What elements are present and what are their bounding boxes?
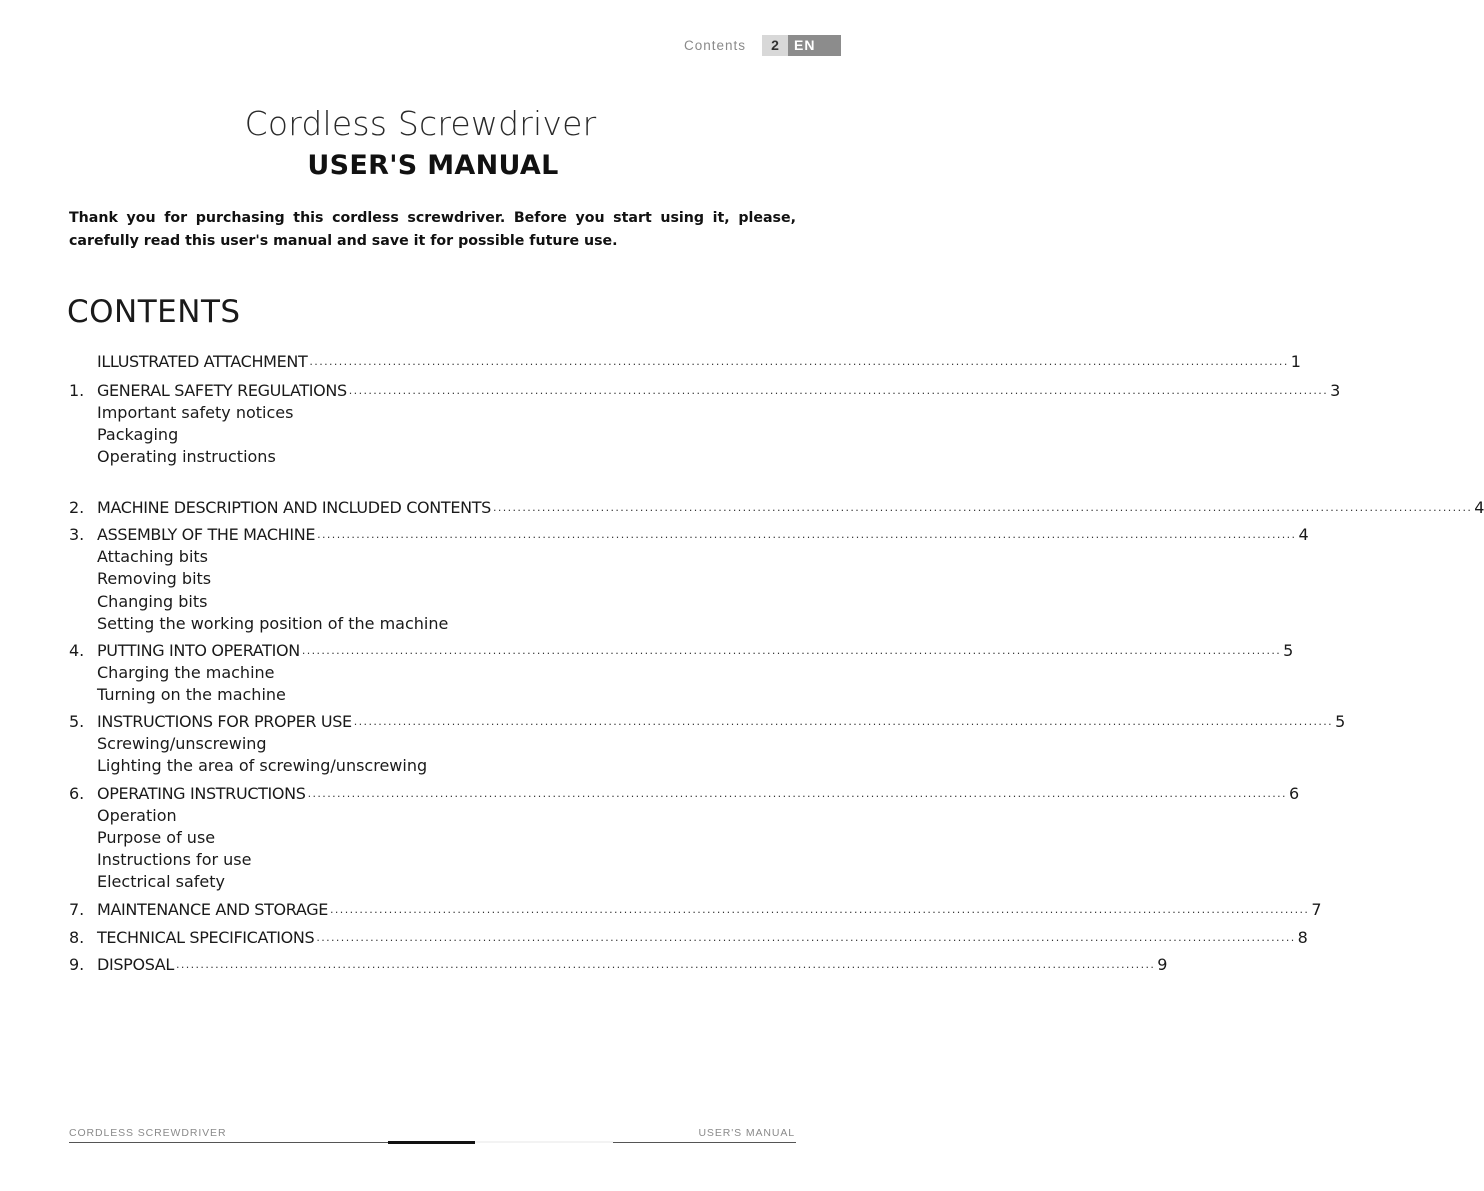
header-language-badge: EN [788, 35, 841, 56]
toc-subentry: Operating instructions [97, 447, 276, 466]
footer-accent-bar [388, 1141, 475, 1144]
toc-entry [69, 640, 1294, 662]
toc-entry-number: 5. [69, 712, 85, 731]
intro-paragraph: Thank you for purchasing this cordless screwdriver. Before you start using it, please, carefully read this user's manual and save it for possible future use. [69, 210, 796, 249]
toc-entry-page: 4 [1298, 525, 1309, 544]
toc-entry-label: TECHNICAL SPECIFICATIONS [97, 928, 315, 947]
toc-subentry: Changing bits [97, 592, 208, 611]
document-title: Cordless Screwdriver [244, 104, 597, 143]
toc-entry-page: 3 [1330, 381, 1341, 400]
toc-entry-number: 9. [69, 955, 85, 974]
toc-entry-page: 9 [1157, 955, 1168, 974]
toc-entry-page: 5 [1335, 712, 1346, 731]
toc-entry-number: 7. [69, 900, 85, 919]
contents-heading: CONTENTS [67, 294, 241, 330]
toc-entry-label: DISPOSAL [97, 955, 174, 974]
toc-leader-dots: ........................................................................................................................................................................................................ [175, 958, 1156, 971]
toc-subentry: Packaging [97, 425, 179, 444]
toc-entry-page: 7 [1311, 900, 1322, 919]
toc-entry-label: PUTTING INTO OPERATION [97, 641, 300, 660]
toc-entry-number: 8. [69, 928, 85, 947]
toc-subentry: Screwing/unscrewing [97, 734, 267, 753]
toc-leader-dots: ........................................................................................................................................................................................................ [492, 501, 1473, 514]
toc-entry-number: 1. [69, 381, 85, 400]
toc-entry-page: 8 [1297, 928, 1308, 947]
header-page-number: 2 [762, 35, 788, 56]
toc-subentry: Important safety notices [97, 403, 294, 422]
toc-subentry: Removing bits [97, 569, 212, 588]
toc-subentry: Attaching bits [97, 547, 208, 566]
toc-subentry: Lighting the area of screwing/unscrewing [97, 756, 428, 775]
toc-entry [69, 954, 1168, 976]
toc-subentry: Operation [97, 806, 177, 825]
toc-entry-page: 6 [1288, 784, 1300, 803]
toc-subentry: Purpose of use [97, 828, 216, 847]
toc-entry-page: 5 [1283, 641, 1294, 660]
toc-entry-label: MAINTENANCE AND STORAGE [97, 900, 329, 919]
toc-entry [69, 711, 1346, 733]
document-subtitle: USER'S MANUAL [307, 150, 559, 181]
toc-leader-dots: ........................................................................................................................................................................................................ [309, 355, 1289, 368]
toc-entry-label: OPERATING INSTRUCTIONS [97, 784, 306, 803]
toc-entry-label: ILLUSTRATED ATTACHMENT [97, 352, 308, 371]
toc-entry [69, 380, 1341, 402]
toc-entry [69, 351, 1301, 373]
toc-entry-number: 6. [69, 784, 85, 803]
toc-entry-number: 4. [69, 641, 85, 660]
toc-leader-dots: ........................................................................................................................................................................................................ [348, 384, 1329, 397]
toc-entry-number: 2. [69, 498, 85, 517]
toc-entry [69, 927, 1308, 949]
toc-leader-dots: ........................................................................................................................................................................................................ [330, 903, 1310, 916]
toc-subentry: Setting the working position of the machine [97, 614, 449, 633]
footer-product-name: CORDLESS SCREWDRIVER [69, 1127, 227, 1139]
footer-document-type: USER'S MANUAL [698, 1127, 795, 1139]
toc-entry-page: 1 [1290, 352, 1301, 371]
toc-entry-number: 3. [69, 525, 85, 544]
toc-leader-dots: ........................................................................................................................................................................................................ [307, 787, 1287, 800]
toc-entry [69, 497, 1484, 519]
toc-entry-label: GENERAL SAFETY REGULATIONS [97, 381, 347, 400]
header-section-label: Contents [684, 38, 747, 53]
toc-entry [69, 899, 1322, 921]
toc-subentry: Turning on the machine [97, 685, 286, 704]
toc-subentry: Electrical safety [97, 872, 225, 891]
toc-subentry: Charging the machine [97, 663, 275, 682]
toc-subentry: Instructions for use [97, 850, 252, 869]
toc-entry-label: ASSEMBLY OF THE MACHINE [97, 525, 316, 544]
toc-entry-number [69, 351, 97, 373]
toc-leader-dots: ........................................................................................................................................................................................................ [353, 715, 1334, 728]
toc-leader-dots: ........................................................................................................................................................................................................ [317, 528, 1297, 541]
toc-entry [69, 524, 1309, 546]
toc-entry [69, 783, 1300, 805]
toc-entry-page: 4 [1474, 498, 1484, 517]
toc-entry-label: MACHINE DESCRIPTION AND INCLUDED CONTENTS [97, 498, 491, 517]
toc-leader-dots: ........................................................................................................................................................................................................ [301, 644, 1282, 657]
toc-entry-label: INSTRUCTIONS FOR PROPER USE [97, 712, 352, 731]
footer-divider-gap [475, 1141, 613, 1143]
toc-leader-dots: ........................................................................................................................................................................................................ [316, 931, 1296, 944]
